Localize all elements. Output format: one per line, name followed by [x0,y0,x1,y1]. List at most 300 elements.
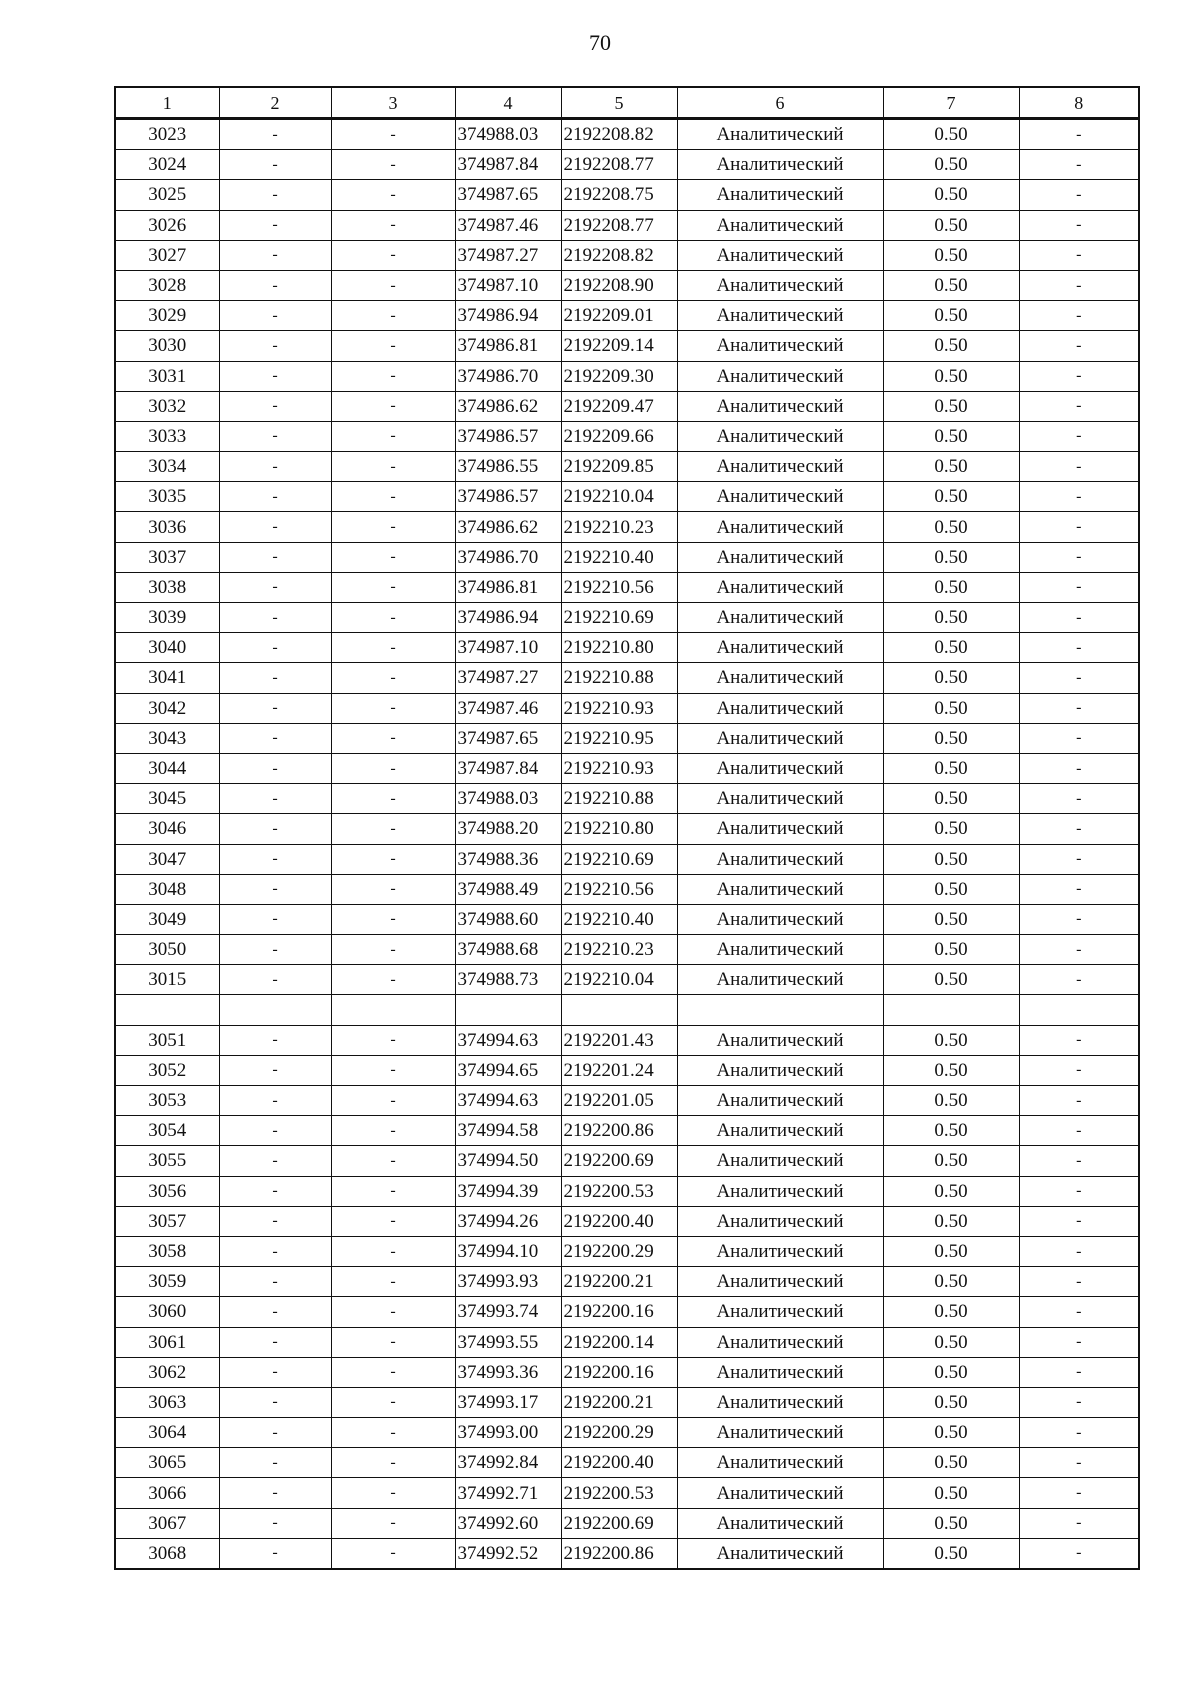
cell-accuracy: 0.50 [883,240,1019,270]
cell-accuracy: 0.50 [883,753,1019,783]
cell-x-coordinate: 374987.65 [455,180,561,210]
cell-point-number: 3062 [115,1357,219,1387]
table-row [115,663,1139,693]
cell-col-8: - [1019,391,1139,421]
cell-col-2: - [219,1508,331,1538]
table-row [115,331,1139,361]
cell-x-coordinate: 374993.00 [455,1418,561,1448]
cell-method: Аналитический [677,1538,883,1569]
cell-method: Аналитический [677,270,883,300]
cell-col-2: - [219,603,331,633]
cell-col-2: - [219,753,331,783]
cell-col-3: - [331,421,455,451]
cell-method: Аналитический [677,935,883,965]
cell-col-2: - [219,1297,331,1327]
cell-method: Аналитический [677,904,883,934]
cell-col-8: - [1019,1086,1139,1116]
cell-col-8: - [1019,1267,1139,1297]
cell-point-number: 3024 [115,150,219,180]
cell-accuracy: 0.50 [883,1387,1019,1417]
cell-y-coordinate: 2192210.80 [561,633,677,663]
cell-y-coordinate: 2192201.24 [561,1055,677,1085]
cell-point-number: 3025 [115,180,219,210]
cell-accuracy: 0.50 [883,1297,1019,1327]
cell-col-3: - [331,1055,455,1085]
cell-col-2: - [219,572,331,602]
cell-col-2: - [219,1146,331,1176]
cell-y-coordinate: 2192200.69 [561,1146,677,1176]
cell-col-2: - [219,301,331,331]
table-row [115,1327,1139,1357]
cell-accuracy: 0.50 [883,542,1019,572]
table-row [115,603,1139,633]
cell-y-coordinate: 2192210.69 [561,603,677,633]
cell-method: Аналитический [677,180,883,210]
cell-col-3: - [331,331,455,361]
cell-point-number: 3055 [115,1146,219,1176]
table-row [115,814,1139,844]
cell-x-coordinate: 374987.46 [455,693,561,723]
cell-y-coordinate: 2192210.56 [561,572,677,602]
cell-col-3: - [331,1448,455,1478]
cell-col-3: - [331,1116,455,1146]
cell-col-8: - [1019,482,1139,512]
cell-col-3: - [331,723,455,753]
cell-accuracy: 0.50 [883,1086,1019,1116]
cell-point-number: 3045 [115,784,219,814]
cell-col-3: - [331,844,455,874]
cell-col-3 [331,995,455,1025]
cell-point-number: 3057 [115,1206,219,1236]
table-row [115,1206,1139,1236]
cell-method: Аналитический [677,784,883,814]
table-row [115,452,1139,482]
cell-col-2: - [219,1206,331,1236]
cell-method: Аналитический [677,1387,883,1417]
cell-point-number: 3015 [115,965,219,995]
cell-y-coordinate: 2192210.95 [561,723,677,753]
cell-method: Аналитический [677,331,883,361]
cell-x-coordinate: 374993.36 [455,1357,561,1387]
table-row [115,1538,1139,1569]
cell-col-2: - [219,391,331,421]
table-row [115,693,1139,723]
cell-point-number: 3067 [115,1508,219,1538]
cell-y-coordinate: 2192200.21 [561,1387,677,1417]
cell-col-2: - [219,452,331,482]
cell-col-8: - [1019,633,1139,663]
table-row [115,240,1139,270]
cell-method: Аналитический [677,1116,883,1146]
cell-accuracy: 0.50 [883,633,1019,663]
cell-y-coordinate: 2192210.56 [561,874,677,904]
cell-point-number: 3060 [115,1297,219,1327]
table-row [115,874,1139,904]
cell-method: Аналитический [677,512,883,542]
cell-accuracy: 0.50 [883,361,1019,391]
table-row [115,482,1139,512]
table-row [115,1448,1139,1478]
cell-col-3: - [331,119,455,150]
cell-x-coordinate: 374994.58 [455,1116,561,1146]
cell-x-coordinate: 374987.10 [455,633,561,663]
cell-col-8: - [1019,904,1139,934]
cell-col-8: - [1019,965,1139,995]
cell-y-coordinate: 2192200.14 [561,1327,677,1357]
cell-accuracy: 0.50 [883,693,1019,723]
cell-col-8: - [1019,1387,1139,1417]
cell-y-coordinate: 2192210.23 [561,935,677,965]
cell-col-2: - [219,180,331,210]
cell-y-coordinate: 2192210.93 [561,693,677,723]
cell-x-coordinate: 374987.65 [455,723,561,753]
coordinates-table [114,86,1140,1570]
cell-y-coordinate: 2192200.86 [561,1538,677,1569]
table-row [115,421,1139,451]
column-header: 1 [115,87,219,119]
cell-point-number: 3050 [115,935,219,965]
cell-x-coordinate: 374993.17 [455,1387,561,1417]
cell-accuracy: 0.50 [883,1236,1019,1266]
cell-y-coordinate: 2192210.88 [561,663,677,693]
cell-y-coordinate: 2192201.05 [561,1086,677,1116]
cell-y-coordinate: 2192210.04 [561,965,677,995]
cell-point-number: 3030 [115,331,219,361]
cell-point-number: 3051 [115,1025,219,1055]
cell-col-8: - [1019,1116,1139,1146]
table-row [115,1418,1139,1448]
cell-col-3: - [331,180,455,210]
cell-method: Аналитический [677,1025,883,1055]
column-header: 6 [677,87,883,119]
table-row [115,1297,1139,1327]
cell-col-3: - [331,1267,455,1297]
cell-col-3: - [331,753,455,783]
cell-y-coordinate: 2192200.29 [561,1236,677,1266]
cell-point-number: 3038 [115,572,219,602]
cell-accuracy: 0.50 [883,723,1019,753]
column-header: 7 [883,87,1019,119]
cell-x-coordinate: 374994.26 [455,1206,561,1236]
cell-point-number: 3040 [115,633,219,663]
cell-x-coordinate: 374993.74 [455,1297,561,1327]
cell-y-coordinate: 2192210.40 [561,904,677,934]
table-row [115,270,1139,300]
column-header: 8 [1019,87,1139,119]
cell-col-3: - [331,572,455,602]
cell-accuracy: 0.50 [883,301,1019,331]
cell-method: Аналитический [677,693,883,723]
cell-col-8: - [1019,1176,1139,1206]
cell-col-2: - [219,633,331,663]
column-header: 4 [455,87,561,119]
cell-point-number: 3028 [115,270,219,300]
cell-y-coordinate: 2192210.69 [561,844,677,874]
cell-method: Аналитический [677,603,883,633]
cell-method: Аналитический [677,150,883,180]
cell-accuracy: 0.50 [883,119,1019,150]
cell-col-8: - [1019,753,1139,783]
cell-method: Аналитический [677,1086,883,1116]
cell-point-number: 3065 [115,1448,219,1478]
cell-point-number: 3066 [115,1478,219,1508]
table-row [115,1478,1139,1508]
cell-col-8: - [1019,1146,1139,1176]
cell-method: Аналитический [677,1176,883,1206]
table-row [115,210,1139,240]
cell-col-2: - [219,814,331,844]
cell-point-number: 3036 [115,512,219,542]
table-row [115,723,1139,753]
cell-point-number: 3053 [115,1086,219,1116]
cell-accuracy: 0.50 [883,452,1019,482]
cell-x-coordinate: 374988.73 [455,965,561,995]
cell-col-2: - [219,421,331,451]
cell-col-2: - [219,1418,331,1448]
cell-method: Аналитический [677,210,883,240]
cell-method: Аналитический [677,1418,883,1448]
cell-col-2: - [219,1387,331,1417]
cell-x-coordinate: 374987.27 [455,240,561,270]
cell-col-2: - [219,240,331,270]
cell-method: Аналитический [677,1055,883,1085]
cell-x-coordinate: 374988.03 [455,119,561,150]
cell-col-3: - [331,1478,455,1508]
cell-col-8: - [1019,240,1139,270]
cell-accuracy: 0.50 [883,1206,1019,1236]
cell-x-coordinate: 374994.39 [455,1176,561,1206]
cell-col-8: - [1019,1327,1139,1357]
cell-method: Аналитический [677,1448,883,1478]
cell-method: Аналитический [677,1297,883,1327]
cell-y-coordinate: 2192208.77 [561,150,677,180]
cell-col-2: - [219,512,331,542]
table-row [115,542,1139,572]
cell-point-number: 3048 [115,874,219,904]
cell-col-3: - [331,1327,455,1357]
cell-accuracy: 0.50 [883,1448,1019,1478]
cell-point-number: 3035 [115,482,219,512]
cell-method: Аналитический [677,572,883,602]
cell-col-8: - [1019,874,1139,904]
cell-point-number: 3063 [115,1387,219,1417]
cell-point-number: 3023 [115,119,219,150]
cell-point-number: 3044 [115,753,219,783]
cell-accuracy: 0.50 [883,1055,1019,1085]
cell-col-8: - [1019,1025,1139,1055]
table-row [115,119,1139,150]
table-row [115,180,1139,210]
cell-point-number: 3064 [115,1418,219,1448]
cell-col-8: - [1019,270,1139,300]
cell-method: Аналитический [677,1357,883,1387]
table-row [115,1055,1139,1085]
cell-accuracy: 0.50 [883,1478,1019,1508]
cell-method: Аналитический [677,814,883,844]
cell-point-number: 3043 [115,723,219,753]
cell-accuracy: 0.50 [883,1538,1019,1569]
table-row [115,1508,1139,1538]
cell-col-3: - [331,1387,455,1417]
cell-point-number: 3029 [115,301,219,331]
cell-accuracy: 0.50 [883,1267,1019,1297]
cell-col-8: - [1019,452,1139,482]
cell-accuracy: 0.50 [883,482,1019,512]
cell-x-coordinate: 374986.81 [455,331,561,361]
cell-accuracy [883,995,1019,1025]
cell-col-8: - [1019,361,1139,391]
cell-x-coordinate: 374986.94 [455,603,561,633]
cell-method: Аналитический [677,542,883,572]
cell-point-number: 3047 [115,844,219,874]
table-row [115,512,1139,542]
cell-col-2: - [219,331,331,361]
cell-accuracy: 0.50 [883,1508,1019,1538]
cell-col-2: - [219,1116,331,1146]
cell-accuracy: 0.50 [883,512,1019,542]
table-row [115,150,1139,180]
table-row [115,1267,1139,1297]
cell-point-number: 3026 [115,210,219,240]
cell-method: Аналитический [677,844,883,874]
cell-col-2: - [219,1327,331,1357]
cell-col-8 [1019,995,1139,1025]
cell-col-3: - [331,633,455,663]
cell-accuracy: 0.50 [883,391,1019,421]
cell-y-coordinate: 2192200.86 [561,1116,677,1146]
cell-col-3: - [331,452,455,482]
cell-accuracy: 0.50 [883,844,1019,874]
table-row [115,1236,1139,1266]
cell-col-8: - [1019,1418,1139,1448]
cell-x-coordinate: 374987.84 [455,753,561,783]
cell-col-8: - [1019,814,1139,844]
cell-method: Аналитический [677,965,883,995]
cell-col-8: - [1019,1538,1139,1569]
table-row [115,965,1139,995]
table-row [115,904,1139,934]
cell-x-coordinate: 374992.71 [455,1478,561,1508]
cell-method: Аналитический [677,753,883,783]
table-row [115,1387,1139,1417]
cell-accuracy: 0.50 [883,180,1019,210]
cell-point-number: 3056 [115,1176,219,1206]
cell-col-3: - [331,1418,455,1448]
cell-y-coordinate: 2192200.21 [561,1267,677,1297]
cell-col-3: - [331,1297,455,1327]
cell-y-coordinate: 2192208.90 [561,270,677,300]
page-number: 70 [589,30,611,55]
cell-y-coordinate: 2192210.88 [561,784,677,814]
cell-method: Аналитический [677,1206,883,1236]
cell-x-coordinate: 374992.52 [455,1538,561,1569]
cell-method: Аналитический [677,119,883,150]
table-row [115,784,1139,814]
cell-x-coordinate [455,995,561,1025]
cell-col-3: - [331,1146,455,1176]
cell-method: Аналитический [677,482,883,512]
cell-method: Аналитический [677,301,883,331]
cell-accuracy: 0.50 [883,331,1019,361]
cell-accuracy: 0.50 [883,1146,1019,1176]
cell-col-8: - [1019,844,1139,874]
cell-accuracy: 0.50 [883,1327,1019,1357]
cell-y-coordinate: 2192209.85 [561,452,677,482]
cell-method: Аналитический [677,1478,883,1508]
cell-col-2: - [219,1086,331,1116]
cell-point-number: 3058 [115,1236,219,1266]
cell-y-coordinate: 2192210.04 [561,482,677,512]
cell-x-coordinate: 374986.94 [455,301,561,331]
cell-y-coordinate: 2192208.82 [561,119,677,150]
cell-col-2: - [219,361,331,391]
cell-x-coordinate: 374992.60 [455,1508,561,1538]
cell-y-coordinate: 2192208.82 [561,240,677,270]
cell-y-coordinate: 2192200.40 [561,1206,677,1236]
cell-y-coordinate: 2192208.77 [561,210,677,240]
cell-method: Аналитический [677,421,883,451]
cell-y-coordinate: 2192209.66 [561,421,677,451]
cell-x-coordinate: 374988.60 [455,904,561,934]
cell-accuracy: 0.50 [883,150,1019,180]
cell-y-coordinate: 2192200.29 [561,1418,677,1448]
cell-x-coordinate: 374992.84 [455,1448,561,1478]
cell-x-coordinate: 374994.50 [455,1146,561,1176]
cell-x-coordinate: 374988.20 [455,814,561,844]
cell-x-coordinate: 374993.55 [455,1327,561,1357]
cell-y-coordinate: 2192200.53 [561,1176,677,1206]
cell-col-2: - [219,965,331,995]
cell-col-8: - [1019,784,1139,814]
cell-y-coordinate: 2192200.16 [561,1357,677,1387]
table-row [115,361,1139,391]
cell-col-8: - [1019,542,1139,572]
cell-y-coordinate: 2192210.80 [561,814,677,844]
cell-col-8: - [1019,1508,1139,1538]
cell-accuracy: 0.50 [883,603,1019,633]
cell-x-coordinate: 374994.65 [455,1055,561,1085]
cell-point-number [115,995,219,1025]
cell-col-2 [219,995,331,1025]
cell-col-3: - [331,361,455,391]
cell-col-2: - [219,1357,331,1387]
cell-y-coordinate: 2192210.40 [561,542,677,572]
cell-x-coordinate: 374986.57 [455,421,561,451]
cell-accuracy: 0.50 [883,965,1019,995]
cell-point-number: 3039 [115,603,219,633]
cell-col-8: - [1019,180,1139,210]
cell-col-8: - [1019,603,1139,633]
cell-col-3: - [331,603,455,633]
table-row [115,1086,1139,1116]
cell-col-3: - [331,935,455,965]
cell-point-number: 3032 [115,391,219,421]
cell-x-coordinate: 374988.49 [455,874,561,904]
cell-col-8: - [1019,1448,1139,1478]
cell-method: Аналитический [677,1146,883,1176]
cell-point-number: 3052 [115,1055,219,1085]
table-body [115,119,1139,1570]
cell-col-8: - [1019,1478,1139,1508]
cell-x-coordinate: 374994.63 [455,1025,561,1055]
cell-col-2: - [219,1025,331,1055]
cell-col-2: - [219,482,331,512]
cell-x-coordinate: 374987.46 [455,210,561,240]
cell-accuracy: 0.50 [883,210,1019,240]
cell-col-3: - [331,542,455,572]
cell-col-8: - [1019,1206,1139,1236]
cell-col-3: - [331,482,455,512]
